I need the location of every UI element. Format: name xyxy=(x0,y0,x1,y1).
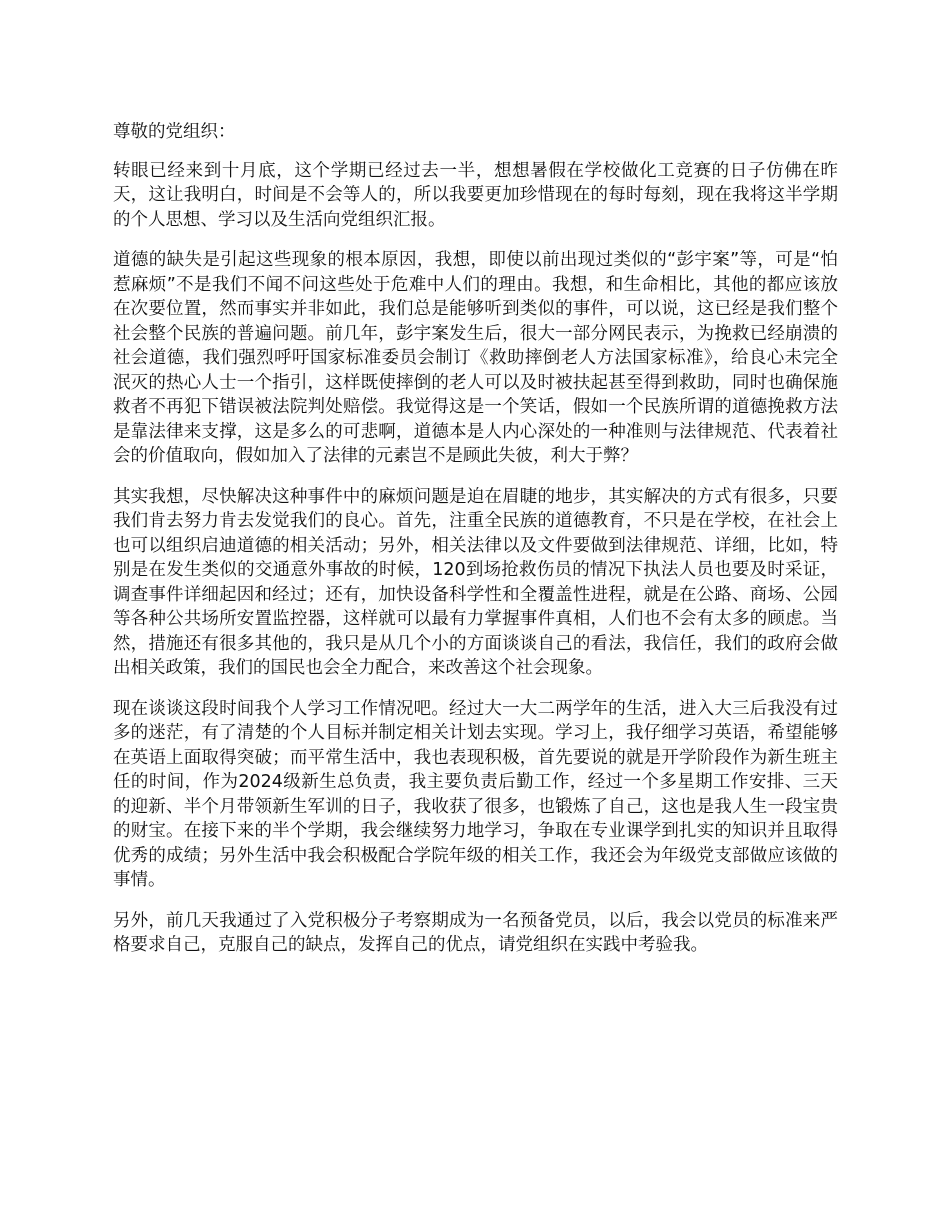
paragraph-study-work: 现在谈谈这段时间我个人学习工作情况吧。经过大一大二两学年的生活，进入大三后我没有过多的迷茫，有了清楚的个人目标并制定相关计划去实现。学习上，我仔细学习英语，希望能够在英语上面取得突破；而平常生活中，我也表现积极，首先要说的就是开学阶段作为新生班主任的时间，作为2024级新生总负责，我主要负责后勤工作，经过一个多星期工作安排、三天的迎新、半个月带领新生军训的日子，我收获了很多，也锻炼了自己，这也是我人生一段宝贵的财宝。在接下来的半个学期，我会继续努力地学习，争取在专业课学到扎实的知识并且取得优秀的成绩；另外生活中我会积极配合学院年级的相关工作，我还会为年级党支部做应该做的事情。 xyxy=(113,698,838,890)
paragraph-solutions: 其实我想，尽快解决这种事件中的麻烦问题是迫在眉睫的地步，其实解决的方式有很多，只要我们肯去努力肯去发觉我们的良心。首先，注重全民族的道德教育，不只是在学校，在社会上也可以组织启迪道德的相关活动；另外，相关法律以及文件要做到法律规范、详细，比如，特别是在发生类似的交通意外事故的时候，120到场抢救伤员的情况下执法人员也要及时采证，调查事件详细起因和经过；还有，加快设备科学性和全覆盖性进程，就是在公路、商场、公园等各种公共场所安置监控器，这样就可以最有力掌握事件真相，人们也不会有太多的顾虑。当然，措施还有很多其他的，我只是从几个小的方面谈谈自己的看法，我信任，我们的政府会做出相关政策，我们的国民也会全力配合，来改善这个社会现象。 xyxy=(113,486,838,678)
paragraph-morality: 道德的缺失是引起这些现象的根本原因，我想，即使以前出现过类似的“彭宇案”等，可是“怕惹麻烦”不是我们不闻不问这些处于危难中人们的理由。我想，和生命相比，其他的都应该放在次要位置，然而事实并非如此，我们总是能够听到类似的事件，可以说，这已经是我们整个社会整个民族的普遍问题。前几年，彭宇案发生后，很大一部分网民表示，为挽救已经崩溃的社会道德，我们强烈呼吁国家标准委员会制订《救助摔倒老人方法国家标准》，给良心未完全泯灭的热心人士一个指引，这样既使摔倒的老人可以及时被扶起甚至得到救助，同时也确保施救者不再犯下错误被法院判处赔偿。我觉得这是一个笑话，假如一个民族所谓的道德挽救方法是靠法律来支撑，这是多么的可悲啊，道德本是人内心深处的一种准则与法律规范、代表着社会的价值取向，假如加入了法律的元素岂不是顾此失彼，利大于弊？ xyxy=(113,250,838,466)
paragraph-closing: 另外，前几天我通过了入党积极分子考察期成为一名预备党员，以后，我会以党员的标准来严格要求自己，克服自己的缺点，发挥自己的优点，请党组织在实践中考验我。 xyxy=(113,910,838,955)
salutation: 尊敬的党组织： xyxy=(113,122,236,142)
document-body xyxy=(113,120,838,974)
paragraph-intro: 转眼已经来到十月底，这个学期已经过去一半，想想暑假在学校做化工竞赛的日子仿佛在昨天，这让我明白，时间是不会等人的，所以我要更加珍惜现在的每时每刻，现在我将这半学期的个人思想、学习以及生活向党组织汇报。 xyxy=(113,160,838,230)
